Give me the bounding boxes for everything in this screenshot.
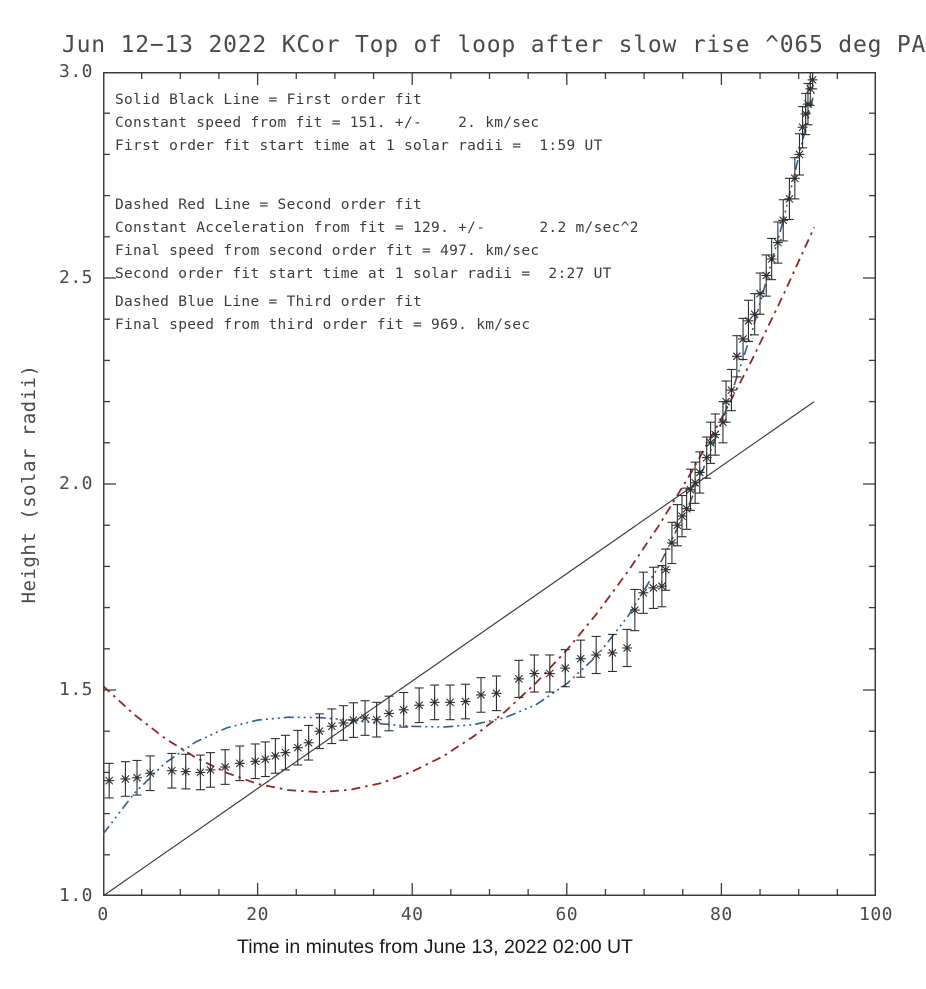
annotation-line: Second order fit start time at 1 solar radii = 2:27 UT [115,266,612,282]
annotation-line: Dashed Blue Line = Third order fit [115,294,423,310]
y-tick-label: 1.5 [58,679,93,700]
annotation-line: Final speed from third order fit = 969. km/sec [115,317,531,333]
x-tick-label: 20 [246,904,269,925]
x-tick-label: 0 [97,904,109,925]
annotation-line: Final speed from second order fit = 497. km/sec [115,243,540,259]
y-tick-label: 3.0 [58,61,93,82]
x-tick-label: 100 [858,904,893,925]
x-axis-title: Time in minutes from June 13, 2022 02:00 UT [237,936,633,958]
x-tick-label: 80 [710,904,733,925]
x-tick-label: 60 [555,904,579,925]
x-tick-label: 40 [400,904,424,925]
annotation-line: First order fit start time at 1 solar radii = 1:59 UT [115,138,603,154]
annotation-line: Solid Black Line = First order fit [115,92,423,108]
third-order-fit-annotation [115,291,639,337]
annotation-line: Constant speed from fit = 151. +/- 2. km/sec [115,115,540,131]
first-order-fit-annotation [115,89,639,158]
annotation-line: Dashed Red Line = Second order fit [115,197,423,213]
annotation-line: Constant Acceleration from fit = 129. +/- 2.2 m/sec^2 [115,220,639,236]
chart-title: Jun 12−13 2022 KCor Top of loop after slow rise ^065 deg PA [62,32,926,58]
y-tick-label: 1.0 [58,885,93,906]
fit-annotations [115,82,639,337]
y-axis-title: Height (solar radii) [18,364,40,604]
second-order-fit-annotation [115,194,639,286]
y-tick-label: 2.5 [58,267,93,288]
y-tick-label: 2.0 [58,473,93,494]
